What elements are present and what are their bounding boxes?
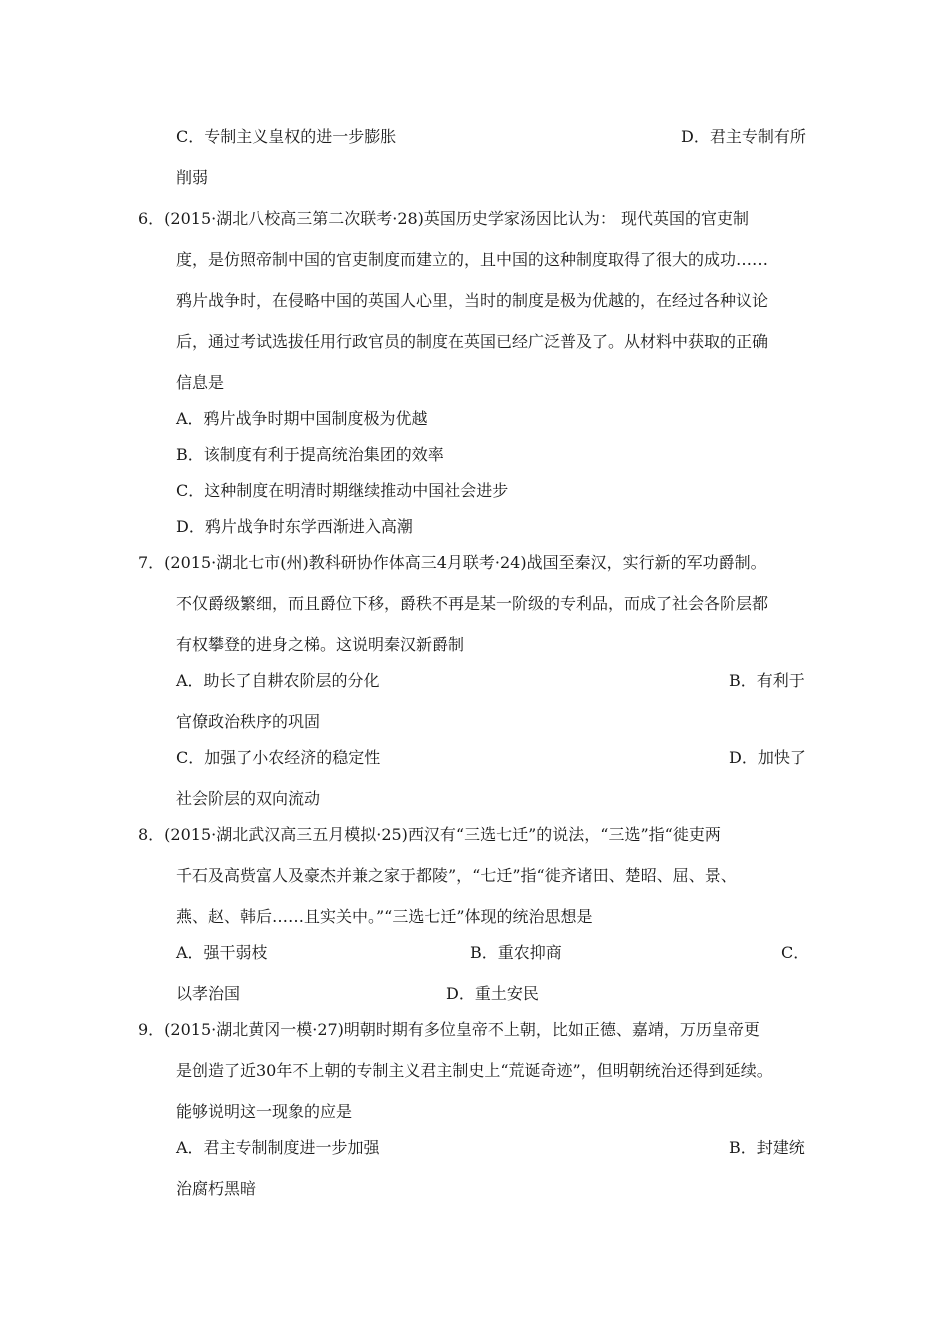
q7-stem-line3: 有权攀登的进身之梯。这说明秦汉新爵制 [176,635,465,654]
q5-option-c: C．专制主义皇权的进一步膨胀 [176,127,397,146]
q9-option-a: A．君主专制制度进一步加强 [176,1138,380,1157]
q8-stem-line1: 8．(2015·湖北武汉高三五月模拟·25)西汉有“三选七迁”的说法，“三选”指“徙吏两 [138,825,721,844]
q6-stem-line2: 度，是仿照帝制中国的官吏制度而建立的，且中国的这种制度取得了很大的成功…… [176,250,769,269]
q7-stem-line1: 7．(2015·湖北七市(州)教科研协作体高三4月联考·24)战国至秦汉，实行新的军功爵制。 [138,553,767,572]
q8-option-d: D．重土安民 [446,984,539,1003]
q7-stem-line2: 不仅爵级繁细，而且爵位下移，爵秩不再是某一阶级的专利品，而成了社会各阶层都 [176,594,769,613]
q5-option-d: D．君主专制有所 [681,127,806,146]
q6-stem-line5: 信息是 [176,373,225,392]
q9-stem-line2: 是创造了近30年不上朝的专制主义君主制史上“荒诞奇迹”，但明朝统治还得到延续。 [176,1061,773,1080]
q9-option-b-cont: 治腐朽黑暗 [176,1179,257,1198]
q7-option-d: D．加快了 [729,748,806,767]
q8-option-c-cont: 以孝治国 [176,984,241,1003]
q6-option-b: B．该制度有利于提高统治集团的效率 [176,445,444,464]
q5-option-d-cont: 削弱 [176,168,209,187]
q6-option-c: C．这种制度在明清时期继续推动中国社会进步 [176,481,509,500]
q7-option-c: C．加强了小农经济的稳定性 [176,748,381,767]
q6-option-a: A．鸦片战争时期中国制度极为优越 [176,409,428,428]
q8-option-a: A．强干弱枝 [176,943,268,962]
q9-option-b: B．封建统 [729,1138,805,1157]
q8-option-c: C． [781,943,810,962]
q6-stem-line4: 后，通过考试选拔任用行政官员的制度在英国已经广泛普及了。从材料中获取的正确 [176,332,769,351]
q9-stem-line1: 9．(2015·湖北黄冈一模·27)明朝时期有多位皇帝不上朝，比如正德、嘉靖，万历皇帝更 [138,1020,760,1039]
q6-stem-line3: 鸦片战争时，在侵略中国的英国人心里，当时的制度是极为优越的，在经过各种议论 [176,291,769,310]
q8-stem-line3: 燕、赵、韩后……且实关中。”“三选七迁”体现的统治思想是 [176,907,593,926]
q6-stem-line1: 6．(2015·湖北八校高三第二次联考·28)英国历史学家汤因比认为： 现代英国的官吏制 [138,209,750,228]
q7-option-a: A．助长了自耕农阶层的分化 [176,671,380,690]
q8-option-b: B．重农抑商 [470,943,562,962]
q7-option-b-cont: 官僚政治秩序的巩固 [176,712,321,731]
q9-stem-line3: 能够说明这一现象的应是 [176,1102,353,1121]
q8-stem-line2: 千石及高赀富人及豪杰并兼之家于都陵”，“七迁”指“徙齐诸田、楚昭、屈、景、 [176,866,737,885]
q6-option-d: D．鸦片战争时东学西渐进入高潮 [176,517,413,536]
q7-option-b: B．有利于 [729,671,805,690]
q7-option-d-cont: 社会阶层的双向流动 [176,789,321,808]
